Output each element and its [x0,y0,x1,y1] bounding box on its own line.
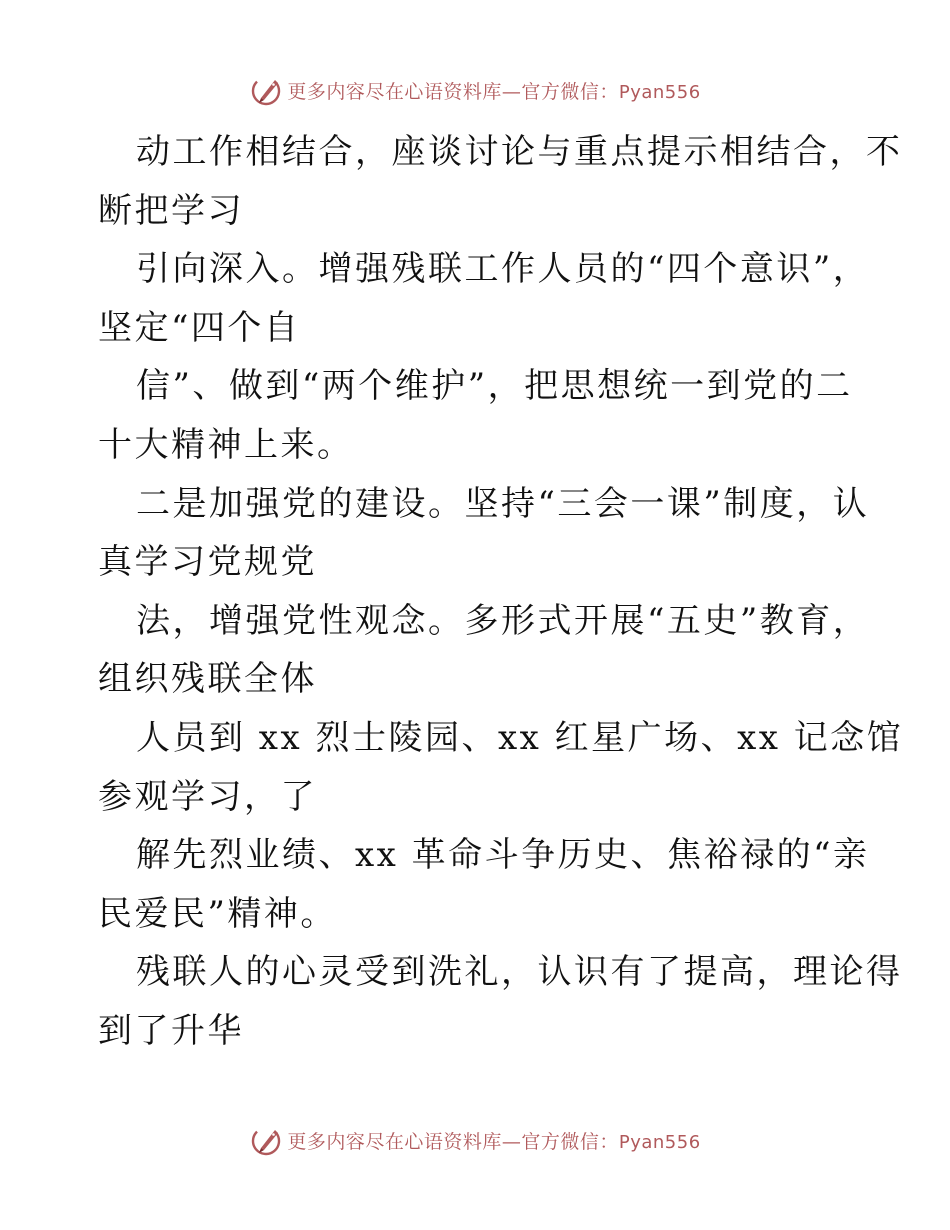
text-line: 断把学习 [98,190,244,231]
footer-brand-text [287,1127,700,1154]
text-line: 信”、做到“两个维护”，把思想统一到党的二 [136,366,853,407]
footer-brand: 更多内容尽在心语资料库 [287,1130,502,1153]
text-line: 人员到 xx 烈士陵园、xx 红星广场、xx 记念馆 [136,717,904,758]
text-line: 动工作相结合，座谈讨论与重点提示相结合，不 [136,132,903,172]
text-line: 参观学习，了 [98,776,317,817]
text-line: 民爱民”精神。 [98,893,337,934]
header-dash: — [501,80,522,103]
footer-dash: — [501,1130,522,1153]
text-line: 解先烈业绩、xx 革命斗争历史、焦裕禄的“亲 [136,835,870,876]
text-line: 十大精神上来。 [98,424,354,465]
text-line: 坚定“四个自 [98,307,301,348]
header-brand-text [287,77,700,104]
footer-wechat-id: Pyan556 [618,1131,701,1153]
pen-nib-logo-icon [249,1122,285,1158]
text-line: 组织残联全体 [98,659,317,700]
header-wechat-id: Pyan556 [618,81,701,103]
header-brand: 更多内容尽在心语资料库 [287,80,502,103]
pen-nib-logo-icon [249,72,285,108]
text-line: 到了升华 [98,1010,244,1051]
text-line: 残联人的心灵受到洗礼，认识有了提高，理论得 [136,952,903,993]
text-line: 真学习党规党 [98,542,317,583]
header-banner [0,70,950,110]
text-line: 引向深入。增强残联工作人员的“四个意识”， [136,249,870,290]
header-wechat-label: 官方微信： [521,80,619,103]
footer-wechat-label: 官方微信： [521,1130,619,1153]
text-line: 法，增强党性观念。多形式开展“五史”教育， [136,600,870,641]
document-body [98,123,904,1061]
text-line: 二是加强党的建设。坚持“三会一课”制度，认 [136,483,870,524]
footer-banner [0,1120,950,1160]
